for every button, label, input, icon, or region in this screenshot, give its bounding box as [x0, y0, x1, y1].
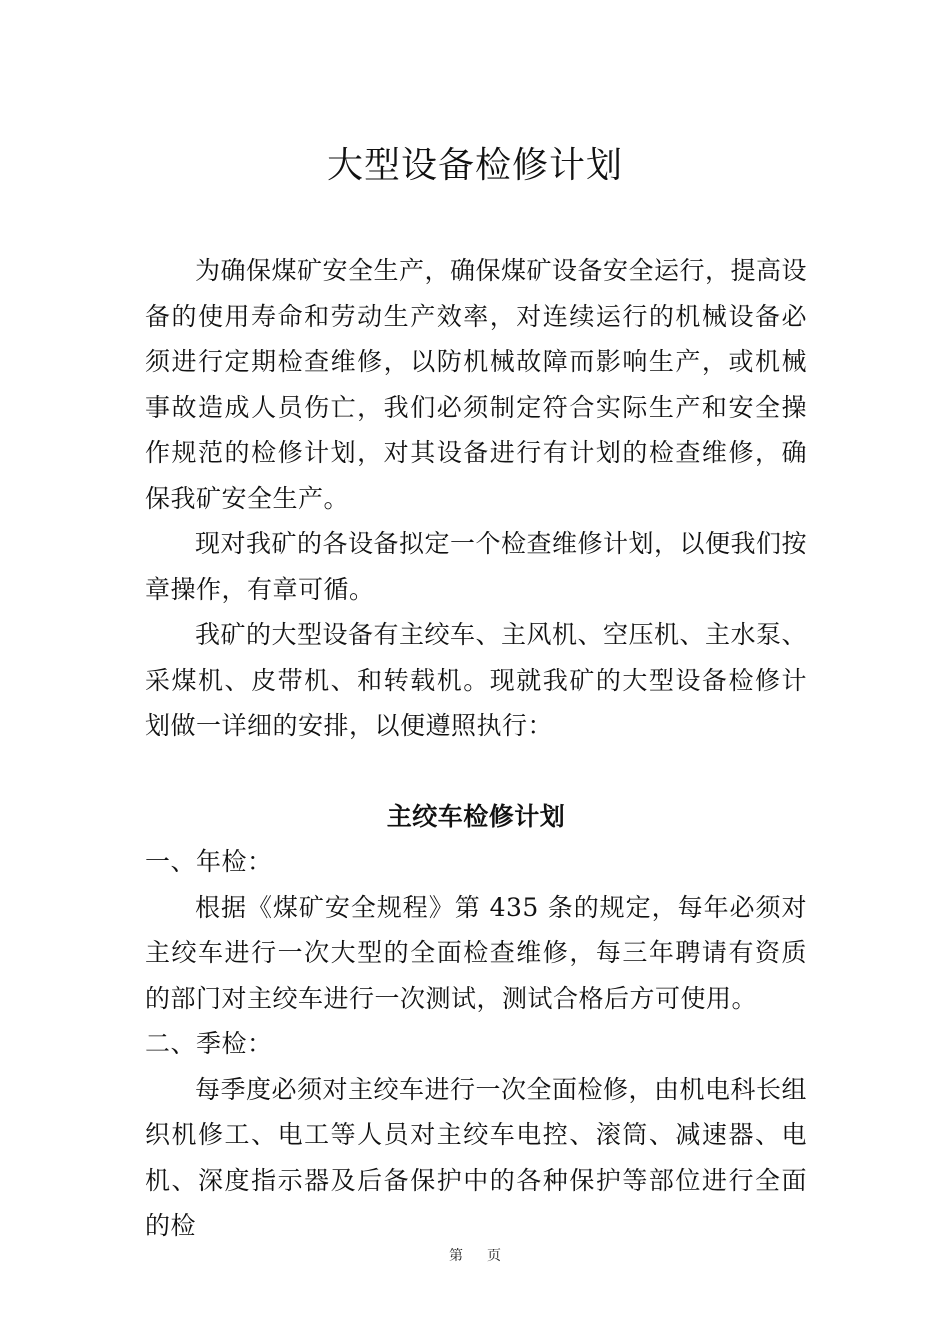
page-number-suffix: 页 [487, 1248, 501, 1264]
document-body [145, 248, 807, 1249]
page-footer [0, 1246, 950, 1266]
page-number-prefix: 第 [449, 1248, 463, 1264]
section-title: 主绞车检修计划 [386, 801, 566, 831]
intro-paragraph-1: 为确保煤矿安全生产，确保煤矿设备安全运行，提高设备的使用寿命和劳动生产效率，对连续运行的机械设备必须进行定期检查维修，以防机械故障而影响生产，或机械事故造成人员伤亡，我们必须制定符合实际生产和安全操作规范的检修计划，对其设备进行有计划的检查维修，确保我矿安全生产。 [145, 256, 808, 513]
item-text-quarterly: 每季度必须对主绞车进行一次全面检修，由机电科长组织机修工、电工等人员对主绞车电控、滚筒、减速器、电机、深度指示器及后备保护中的各种保护等部位进行全面的检 [145, 1074, 808, 1240]
document-title: 大型设备检修计划 [326, 145, 623, 186]
intro-paragraph-3: 我矿的大型设备有主绞车、主风机、空压机、主水泵、采煤机、皮带机、和转载机。现就我矿的大型设备检修计划做一详细的安排，以便遵照执行： [145, 620, 808, 740]
item-heading-annual: 一、年检： [145, 847, 273, 876]
item-text-annual: 根据《煤矿安全规程》第 435 条的规定，每年必须对主绞车进行一次大型的全面检查维修，每三年聘请有资质的部门对主绞车进行一次测试，测试合格后方可使用。 [145, 892, 807, 1013]
intro-paragraph-2: 现对我矿的各设备拟定一个检查维修计划，以便我们按章操作，有章可循。 [145, 529, 808, 604]
item-heading-quarterly: 二、季检： [145, 1029, 273, 1058]
